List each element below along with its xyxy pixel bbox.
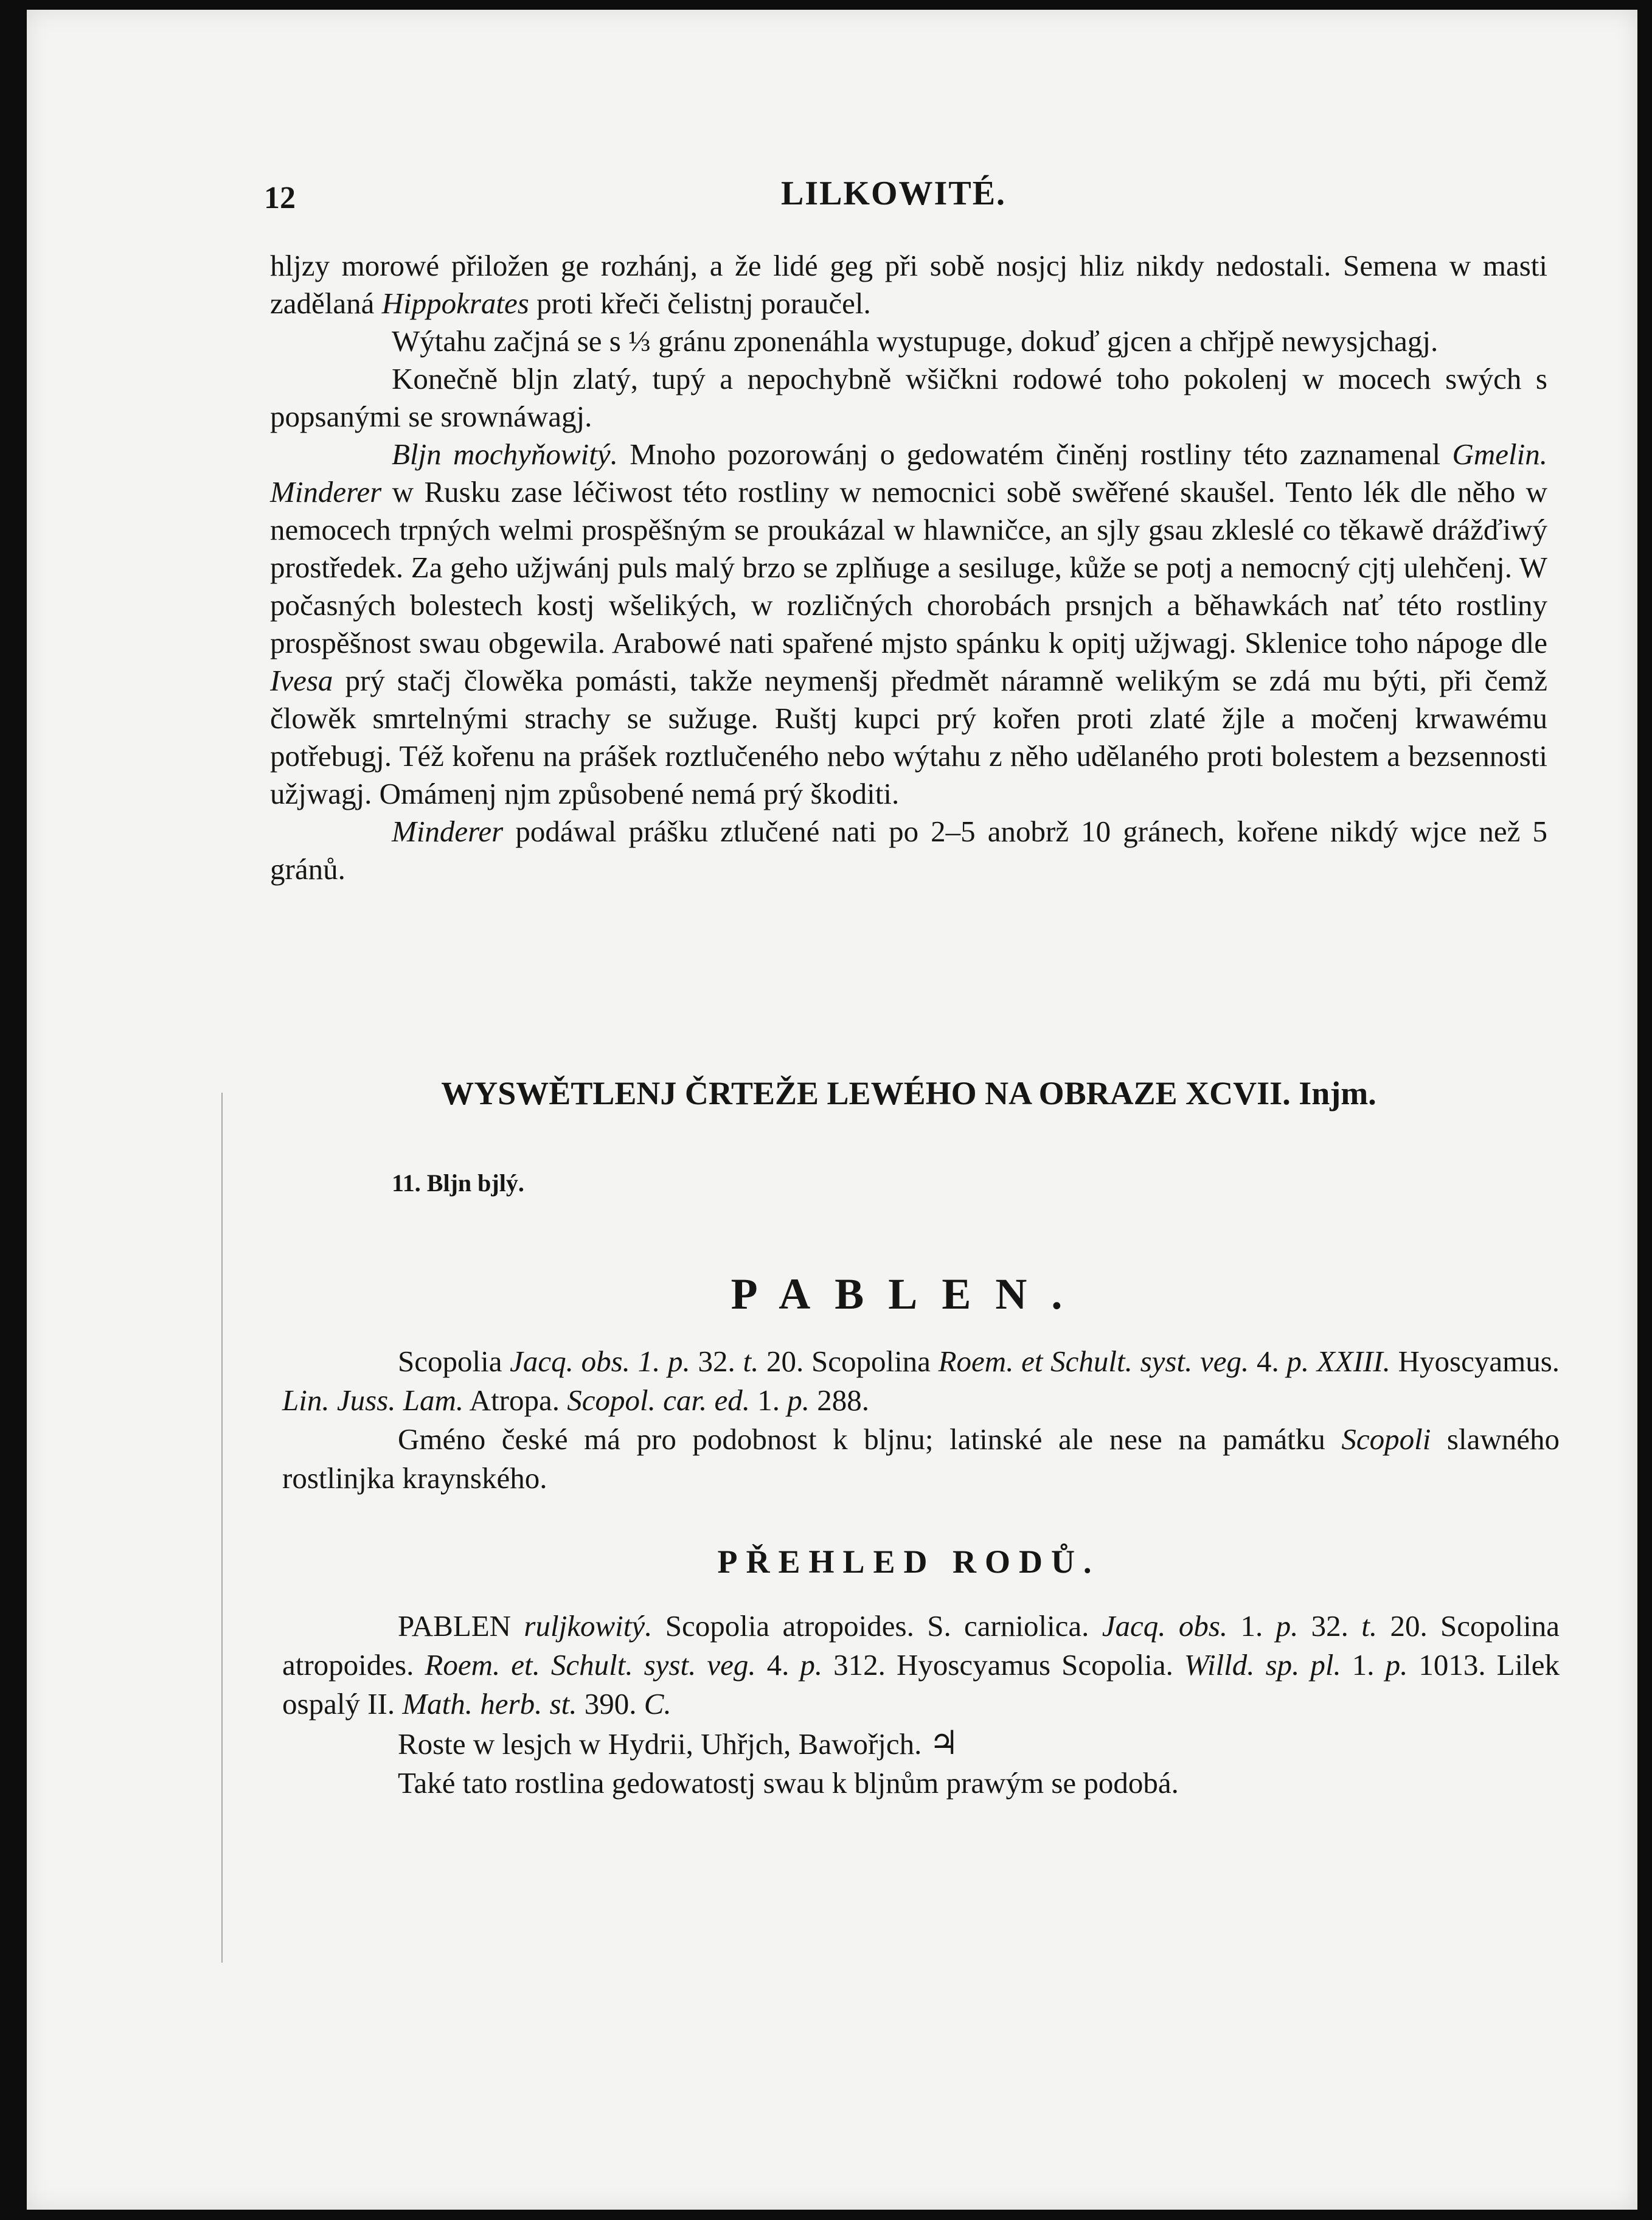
- paragraph: Konečně bljn zlatý, tupý a nepochybně wšičkni rodowé toho pokolenj w mocech swých s popsanými se srownáwagj.: [270, 362, 1547, 433]
- running-head: LILKOWITÉ.: [780, 175, 1007, 212]
- synonymy: Scopolia Jacq. obs. 1. p. 32. t. 20. Scopolina Roem. et Schult. syst. veg. 4. p. XXIII. Hyoscyamus. Lin. Juss. Lam. Atropa. Scopol. car. ed. 1. p. 288.: [282, 1345, 1560, 1417]
- book-page: [27, 10, 1637, 2210]
- figure-item: 11. Bljn bjlý.: [392, 1169, 524, 1197]
- overview-title: PŘEHLED RODŮ.: [717, 1543, 1100, 1580]
- poison-note: Také tato rostlina gedowatostj swau k bljnům prawým se podobá.: [398, 1766, 1179, 1800]
- habitat: Roste w lesjch w Hydrii, Uhřjch, Bawořjch. ♃: [398, 1724, 959, 1762]
- page-header: [264, 174, 1523, 223]
- paragraph: Minderer podáwal prášku ztlučené nati po 2–5 anobrž 10 gránech, kořene nikdý wjce než 5 gránů.: [270, 815, 1547, 886]
- species-entry: PABLEN ruljkowitý. Scopolia atropoides. S. carniolica. Jacq. obs. 1. p. 32. t. 20. Scopolina atropoides. Roem. et. Schult. syst. veg. 4. p. 312. Hyoscyamus Scopolia. Willd. sp. pl. 1. p. 1013. Lilek ospalý II. Math. herb. st. 390. C.: [282, 1609, 1560, 1721]
- genus-title: PABLEN.: [731, 1270, 1087, 1318]
- page-number: 12: [264, 181, 296, 215]
- paragraph: Bljn mochyňowitý. Mnoho pozorowánj o gedowatém činěnj rostliny této zaznamenal Gmelin. Minderer w Rusku zase léčiwost této rostliny w nemocnici sobě swěřené skaušel. Tento lék dle něho w nemocech trpných welmi prospěšným se proukázal w hlawničce, an sjly gsau zkleslé co těkawě drážďiwý prostředek. Za geho užjwánj puls malý brzo se zplňuge a sesiluge, kůže se potj a nemocný cjtj ulehčenj. W počasných bolestech kostj wšelikých, w rozličných chorobách prsnjch a běhawkách nať této rostliny prospěšnost swau obgewila. Arabowé nati spařené mjsto spánku k opitj užjwagj. Sklenice toho nápoge dle Ivesa prý stačj člowěka pomásti, takže neymenšj předmět náramně welikým se zdá mu býti, při čemž člowěk smrtelnými strachy se sužuge. Ruštj kupci prý kořen proti zlaté žjle a močenj krwawému potřebugj. Též kořenu na prášek roztlučeného nebo wýtahu z něho udělaného proti bolestem a bezsennosti užjwagj. Omámenj njm způsobené nemá prý škoditi.: [270, 437, 1548, 810]
- figure-explanation-heading: WYSWĚTLENJ ČRTEŽE LEWÉHO NA OBRAZE XCVII. Injm.: [441, 1075, 1376, 1112]
- genus-text: [282, 1342, 1560, 1498]
- name-origin: Gméno české má pro podobnost k bljnu; latinské ale nese na památku Scopoli slawného rostlinjka kraynského.: [282, 1422, 1560, 1495]
- perennial-symbol-icon: ♃: [929, 1724, 959, 1762]
- overview-text: [282, 1607, 1560, 1803]
- paragraph: hljzy morowé přiložen ge rozhánj, a že lidé geg při sobě nosjcj hliz nikdy nedostali. Semena w masti zadělaná Hippokrates proti křeči čelistnj poraučel.: [270, 249, 1547, 320]
- paragraph: Wýtahu začjná se s ⅓ gránu zponenáhla wystupuge, dokuď gjcen a chřjpě newysjchagj.: [392, 324, 1439, 358]
- main-text: [270, 247, 1547, 888]
- scan-artifact-line: [221, 1093, 223, 1963]
